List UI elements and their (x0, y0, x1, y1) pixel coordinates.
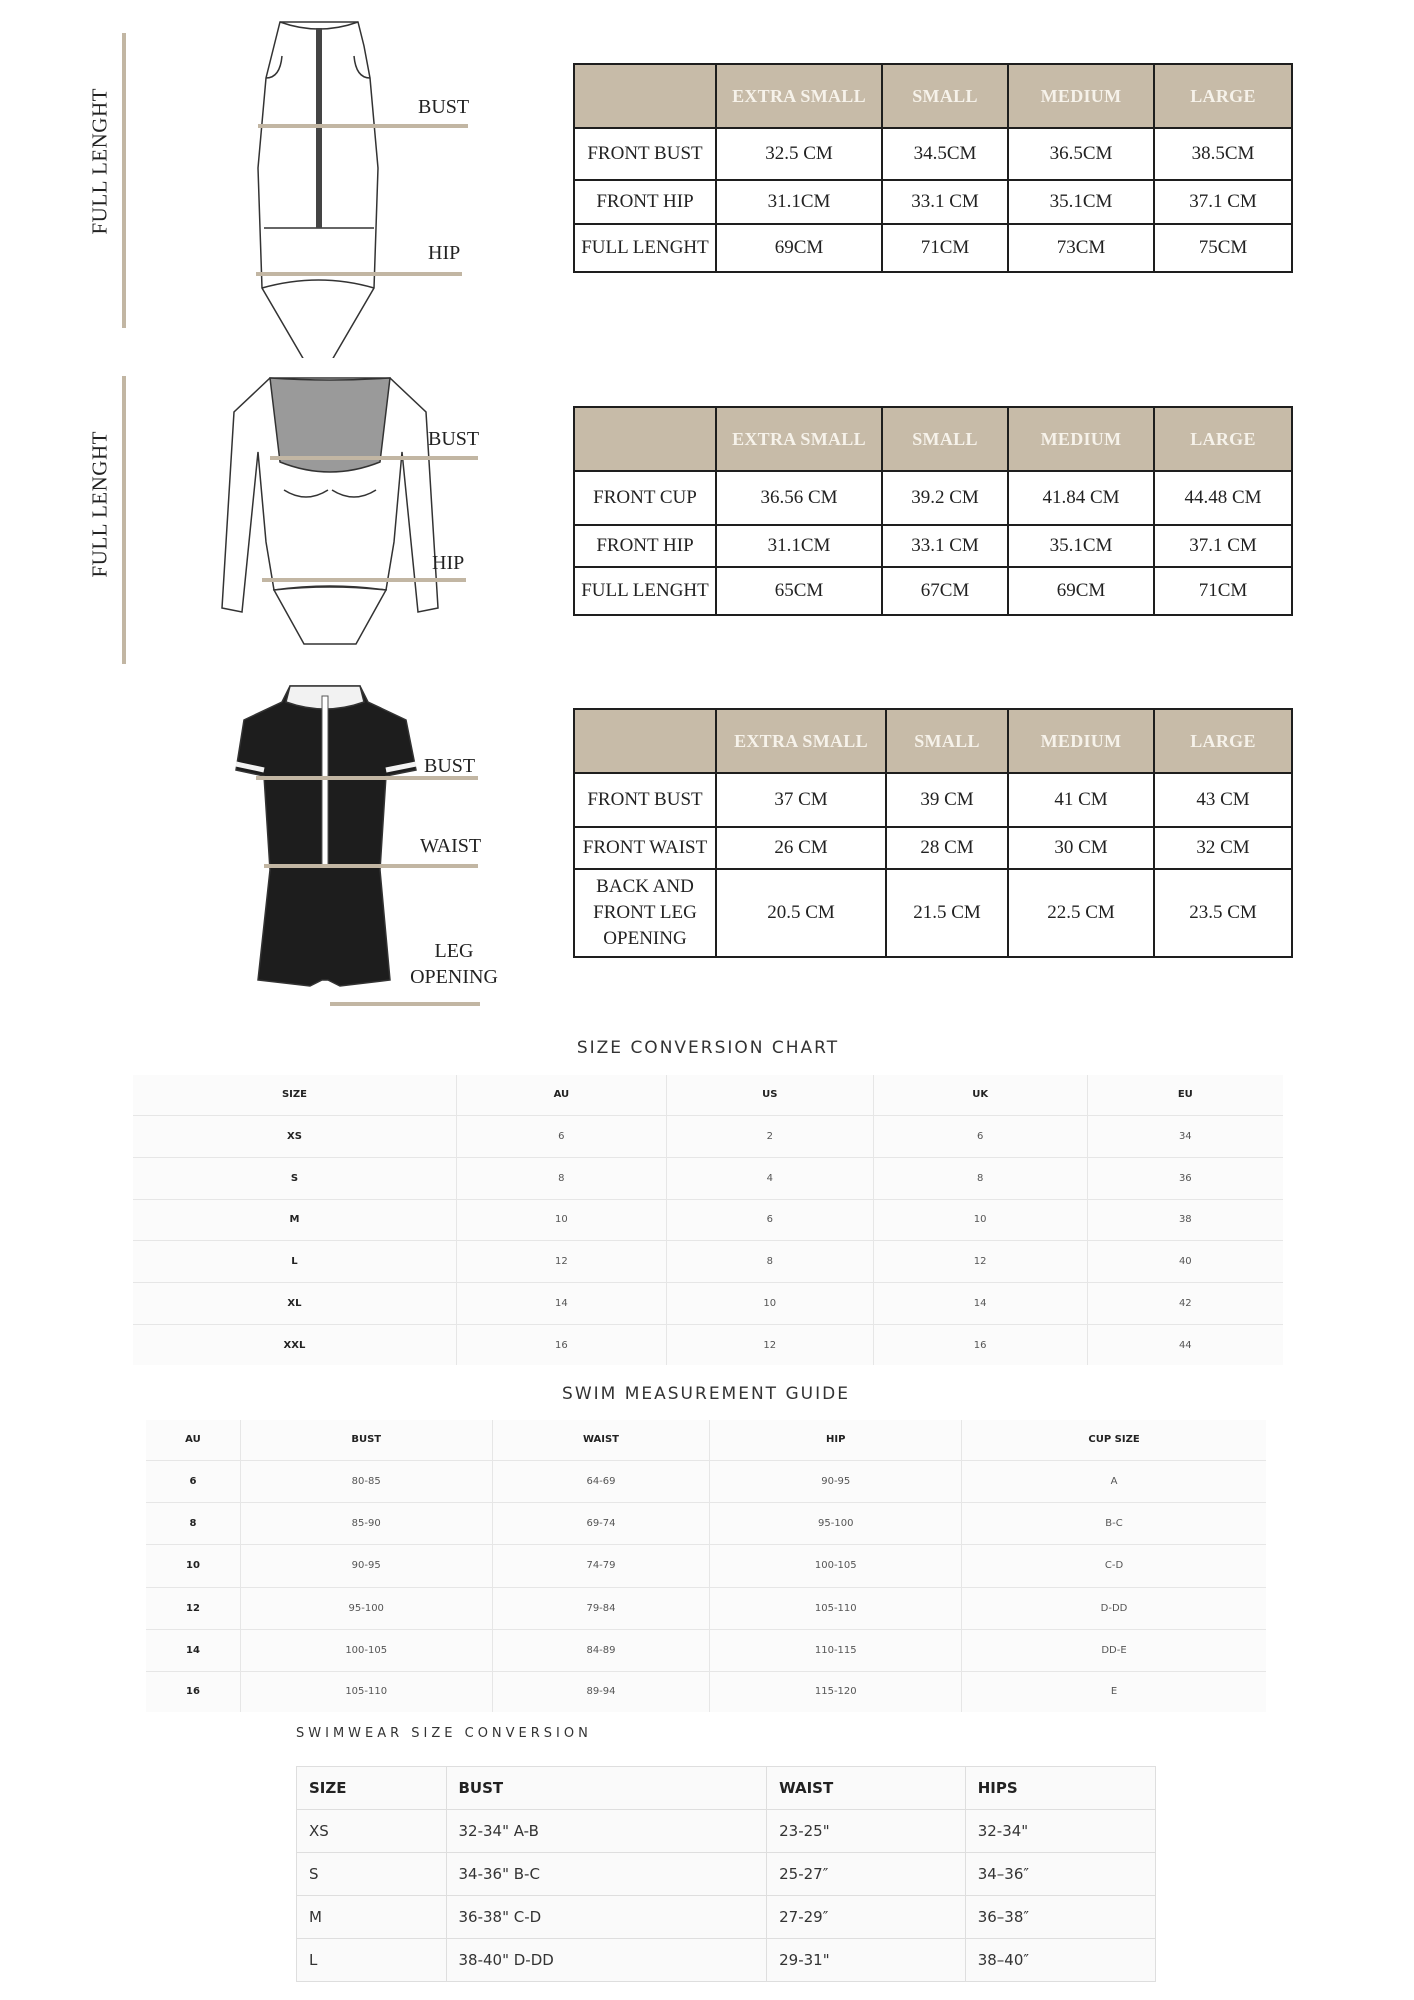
bust-guide-line (270, 456, 478, 460)
header-cell: UK (873, 1075, 1087, 1115)
size-header: SMALL (882, 407, 1008, 471)
swimwear-conversion-table (296, 1766, 1156, 1982)
size-header: LARGE (1154, 64, 1292, 128)
header-cell: AU (185, 1434, 201, 1446)
cell: 64-69 (492, 1460, 710, 1502)
cell: 110-115 (710, 1629, 962, 1671)
cell: 41.84 CM (1008, 471, 1154, 525)
cell: 65CM (716, 567, 882, 615)
size-header: LARGE (1154, 709, 1292, 773)
long-sleeve-swimsuit-illustration (210, 372, 450, 662)
full-length-guide-line (122, 33, 126, 328)
bust-guide-line (258, 124, 468, 128)
cell: 22.5 CM (1008, 869, 1154, 957)
cell: 84-89 (492, 1629, 710, 1671)
cell: XS (133, 1115, 456, 1157)
cell: 23.5 CM (1154, 869, 1292, 957)
header-cell: HIP (710, 1420, 962, 1460)
swim-measurement-title: SWIM MEASUREMENT GUIDE (562, 1384, 850, 1404)
cell: 95-100 (240, 1587, 492, 1629)
cell: 36–38″ (965, 1896, 1155, 1939)
cell: 32.5 CM (716, 128, 882, 180)
cell: 8 (666, 1241, 873, 1283)
cell: 39.2 CM (882, 471, 1008, 525)
cell: 39 CM (886, 773, 1008, 827)
cell: DD-E (962, 1629, 1266, 1671)
cell: 43 CM (1154, 773, 1292, 827)
row-label: FRONT BUST (574, 773, 716, 827)
bust-label: BUST (428, 428, 480, 450)
cell: 6 (873, 1115, 1087, 1157)
cell: 89-94 (492, 1671, 710, 1712)
cell: 10 (146, 1545, 240, 1587)
cell: 16 (873, 1325, 1087, 1365)
header-cell: HIPS (965, 1767, 1155, 1810)
corner-cell (574, 64, 716, 128)
size-conversion-table (133, 1075, 1283, 1365)
cell: 80-85 (240, 1460, 492, 1502)
size-header: EXTRA SMALL (716, 407, 882, 471)
row-label-line: FRONT LEG (593, 902, 697, 923)
hip-guide-line (262, 578, 466, 582)
row-label-line: BACK AND (596, 876, 694, 897)
cell: 73CM (1008, 224, 1154, 272)
cell: 27-29″ (767, 1896, 966, 1939)
cell: XL (133, 1283, 456, 1325)
cell: 8 (873, 1157, 1087, 1199)
cell: 90-95 (710, 1460, 962, 1502)
cell: 16 (146, 1671, 240, 1712)
cell: 34 (1087, 1115, 1283, 1157)
cell: 10 (666, 1283, 873, 1325)
leg-opening-guide-line (330, 1002, 480, 1006)
cell: 100-105 (710, 1545, 962, 1587)
size-conversion-title: SIZE CONVERSION CHART (576, 1038, 840, 1058)
cell: 31.1CM (716, 525, 882, 567)
full-length-label: FULL LENGHT (87, 88, 112, 235)
cell: 14 (146, 1629, 240, 1671)
swimwear-conversion-title: SWIMWEAR SIZE CONVERSION (296, 1726, 592, 1741)
cell: A (962, 1460, 1266, 1502)
cell: 36.56 CM (716, 471, 882, 525)
cell: 38–40″ (965, 1939, 1155, 1982)
cell: 35.1CM (1008, 525, 1154, 567)
cell: 10 (456, 1199, 666, 1241)
cell: 32-34" A-B (446, 1810, 767, 1853)
corner-cell (574, 407, 716, 471)
cell: 38.5CM (1154, 128, 1292, 180)
cell: E (962, 1671, 1266, 1712)
cell: 38 (1087, 1199, 1283, 1241)
cell: 105-110 (710, 1587, 962, 1629)
black-surf-suit-illustration (230, 680, 420, 1000)
cell: 23-25" (767, 1810, 966, 1853)
cell: B-C (962, 1503, 1266, 1545)
cell: 36.5CM (1008, 128, 1154, 180)
cell: 71CM (882, 224, 1008, 272)
cell: 44.48 CM (1154, 471, 1292, 525)
cell: 6 (666, 1199, 873, 1241)
header-cell: US (666, 1075, 873, 1115)
hip-guide-line (256, 272, 462, 276)
cell: 26 CM (716, 827, 886, 869)
cell: 12 (146, 1587, 240, 1629)
cell: 8 (146, 1503, 240, 1545)
cell: 100-105 (240, 1629, 492, 1671)
cell: 30 CM (1008, 827, 1154, 869)
cell: 35.1CM (1008, 180, 1154, 224)
full-length-guide-line (122, 376, 126, 664)
size-header: SMALL (882, 64, 1008, 128)
cell: M (133, 1199, 456, 1241)
row-label: FRONT WAIST (574, 827, 716, 869)
cell: 105-110 (240, 1671, 492, 1712)
measurement-table-1 (573, 63, 1293, 273)
row-label: FRONT HIP (574, 525, 716, 567)
cell: 67CM (882, 567, 1008, 615)
header-cell: EU (1087, 1075, 1283, 1115)
cell: 71CM (1154, 567, 1292, 615)
cell: 37.1 CM (1154, 525, 1292, 567)
waist-guide-line (264, 864, 478, 868)
cell: 37 CM (716, 773, 886, 827)
cell: 115-120 (710, 1671, 962, 1712)
cell: 69CM (1008, 567, 1154, 615)
cell: 41 CM (1008, 773, 1154, 827)
corner-cell (574, 709, 716, 773)
header-cell: SIZE (297, 1767, 447, 1810)
cell: 36 (1087, 1157, 1283, 1199)
size-header: EXTRA SMALL (716, 709, 886, 773)
cell: S (133, 1157, 456, 1199)
cell: 32 CM (1154, 827, 1292, 869)
cell: XS (297, 1810, 447, 1853)
row-label: FRONT HIP (574, 180, 716, 224)
measurement-table-2 (573, 406, 1293, 616)
cell: 34.5CM (882, 128, 1008, 180)
cell: 34-36" B-C (446, 1853, 767, 1896)
cell: XXL (133, 1325, 456, 1365)
bust-label: BUST (424, 755, 476, 777)
cell: 10 (873, 1199, 1087, 1241)
cell: 12 (873, 1241, 1087, 1283)
cell: 44 (1087, 1325, 1283, 1365)
row-label: FRONT BUST (574, 128, 716, 180)
hip-label: HIP (428, 242, 461, 264)
row-label-line: OPENING (603, 928, 687, 949)
size-header: MEDIUM (1008, 709, 1154, 773)
cell: 95-100 (710, 1503, 962, 1545)
cell: 14 (873, 1283, 1087, 1325)
cell: 69CM (716, 224, 882, 272)
cell: 90-95 (240, 1545, 492, 1587)
cell: S (297, 1853, 447, 1896)
cell: 12 (456, 1241, 666, 1283)
cell: 74-79 (492, 1545, 710, 1587)
cell: 21.5 CM (886, 869, 1008, 957)
row-label (574, 869, 716, 957)
row-label: FULL LENGHT (574, 567, 716, 615)
cell: L (133, 1241, 456, 1283)
size-header: LARGE (1154, 407, 1292, 471)
size-header: SMALL (886, 709, 1008, 773)
cell: 6 (456, 1115, 666, 1157)
cell: 33.1 CM (882, 525, 1008, 567)
cell: 31.1CM (716, 180, 882, 224)
header-cell: BUST (446, 1767, 767, 1810)
cell: 8 (456, 1157, 666, 1199)
cell: 37.1 CM (1154, 180, 1292, 224)
cell: 42 (1087, 1283, 1283, 1325)
cell: 40 (1087, 1241, 1283, 1283)
size-header: MEDIUM (1008, 64, 1154, 128)
header-cell: CUP SIZE (962, 1420, 1266, 1460)
header-cell: BUST (240, 1420, 492, 1460)
row-label: FULL LENGHT (574, 224, 716, 272)
full-length-label: FULL LENGHT (87, 431, 112, 578)
header-cell: AU (456, 1075, 666, 1115)
cell: 79-84 (492, 1587, 710, 1629)
header-cell: WAIST (767, 1767, 966, 1810)
cell: 38-40" D-DD (446, 1939, 767, 1982)
cell: 25-27″ (767, 1853, 966, 1896)
cell: 75CM (1154, 224, 1292, 272)
measurement-table-3 (573, 708, 1293, 958)
cell: 33.1 CM (882, 180, 1008, 224)
cell: C-D (962, 1545, 1266, 1587)
size-header: MEDIUM (1008, 407, 1154, 471)
cell: 6 (146, 1460, 240, 1502)
cell: 34–36″ (965, 1853, 1155, 1896)
cell: 14 (456, 1283, 666, 1325)
cell: D-DD (962, 1587, 1266, 1629)
cell: 28 CM (886, 827, 1008, 869)
size-header: EXTRA SMALL (716, 64, 882, 128)
cell: 69-74 (492, 1503, 710, 1545)
cell: 32-34" (965, 1810, 1155, 1853)
cell: 2 (666, 1115, 873, 1157)
cell: L (297, 1939, 447, 1982)
waist-label: WAIST (420, 835, 482, 857)
cell: 12 (666, 1325, 873, 1365)
hip-label: HIP (432, 552, 465, 574)
header-cell: WAIST (492, 1420, 710, 1460)
cell: M (297, 1896, 447, 1939)
cell: 4 (666, 1157, 873, 1199)
cell: 85-90 (240, 1503, 492, 1545)
zip-swimsuit-illustration (240, 18, 400, 358)
swim-measurement-table (146, 1420, 1266, 1712)
cell: 29-31" (767, 1939, 966, 1982)
header-cell: SIZE (281, 1089, 307, 1101)
leg-label-line-1: LEG (434, 940, 474, 962)
leg-opening-label (410, 938, 498, 990)
leg-label-line-2: OPENING (410, 966, 498, 988)
cell: 20.5 CM (716, 869, 886, 957)
bust-label: BUST (418, 96, 470, 118)
row-label: FRONT CUP (574, 471, 716, 525)
cell: 36-38" C-D (446, 1896, 767, 1939)
cell: 16 (456, 1325, 666, 1365)
